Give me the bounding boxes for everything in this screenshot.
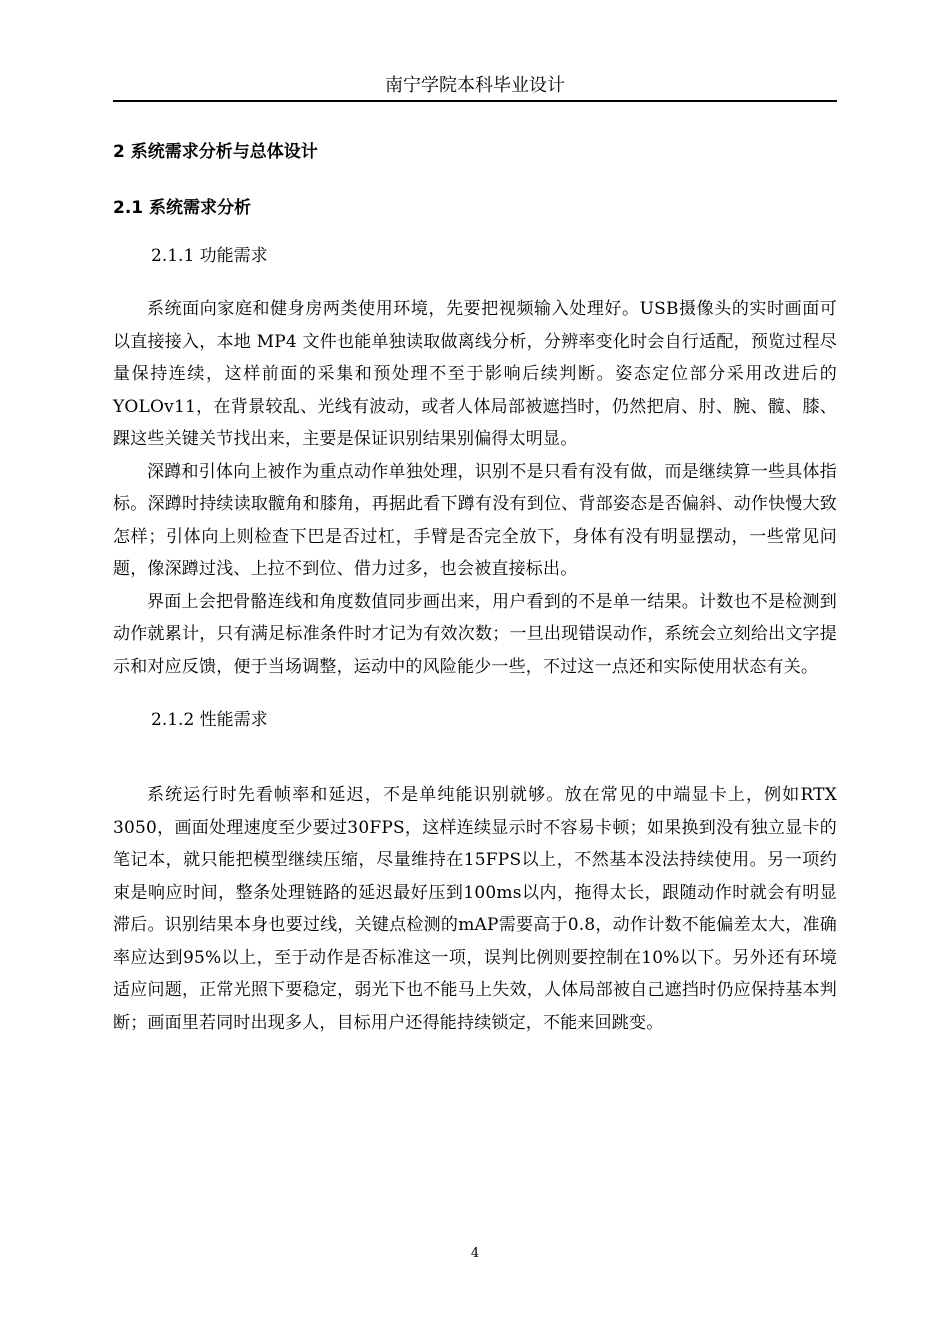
page-body (113, 137, 837, 1039)
functional-requirements-heading: 2.1.1 功能需求 (151, 246, 268, 266)
functional-paragraph-1: 系统面向家庭和健身房两类使用环境，先要把视频输入处理好。USB摄像头的实时画面可以直接接入，本地 MP4 文件也能单独读取做离线分析，分辨率变化时会自行适配，预览过程尽量保持连续，这样前面的采集和预处理不至于影响后续判断。姿态定位部分采用改进后的 YOLOv11，在背景较乱、光线有波动，或者人体局部被遮挡时，仍然把肩、肘、腕、髋、膝、踝这些关键关节找出来，主要是保证识别结果别偏得太明显。 (113, 299, 837, 449)
page-number: 4 (470, 1246, 480, 1261)
page-header-title: 南宁学院本科毕业设计 (385, 75, 565, 96)
functional-paragraph-3: 界面上会把骨骼连线和角度数值同步画出来，用户看到的不是单一结果。计数也不是检测到动作就累计，只有满足标准条件时才记为有效次数；一旦出现错误动作，系统会立刻给出文字提示和对应反馈，便于当场调整，运动中的风险能少一些，不过这一点还和实际使用状态有关。 (113, 591, 837, 677)
subsection-heading: 2.1 系统需求分析 (113, 198, 252, 218)
performance-paragraph-1: 系统运行时先看帧率和延迟，不是单纯能识别就够。放在常见的中端显卡上，例如RTX 3050，画面处理速度至少要过30FPS，这样连续显示时不容易卡顿；如果换到没有独立显卡的笔记本，就只能把模型继续压缩，尽量维持在15FPS以上，不然基本没法持续使用。另一项约束是响应时间，整条处理链路的延迟最好压到100ms以内，拖得太长，跟随动作时就会有明显滞后。识别结果本身也要过线，关键点检测的mAP需要高于0.8，动作计数不能偏差太大，准确率应达到95%以上，至于动作是否标准这一项，误判比例则要控制在10%以下。另外还有环境适应问题，正常光照下要稳定，弱光下也不能马上失效，人体局部被自己遮挡时仍应保持基本判断；画面里若同时出现多人，目标用户还得能持续锁定，不能来回跳变。 (113, 785, 837, 1033)
section-heading: 2 系统需求分析与总体设计 (113, 142, 318, 162)
header-divider (113, 100, 837, 102)
functional-paragraph-2: 深蹲和引体向上被作为重点动作单独处理，识别不是只看有没有做，而是继续算一些具体指标。深蹲时持续读取髋角和膝角，再据此看下蹲有没有到位、背部姿态是否偏斜、动作快慢大致怎样；引体向上则检查下巴是否过杠，手臂是否完全放下，身体有没有明显摆动，一些常见问题，像深蹲过浅、上拉不到位、借力过多，也会被直接标出。 (113, 461, 837, 579)
performance-requirements-heading: 2.1.2 性能需求 (151, 710, 268, 730)
